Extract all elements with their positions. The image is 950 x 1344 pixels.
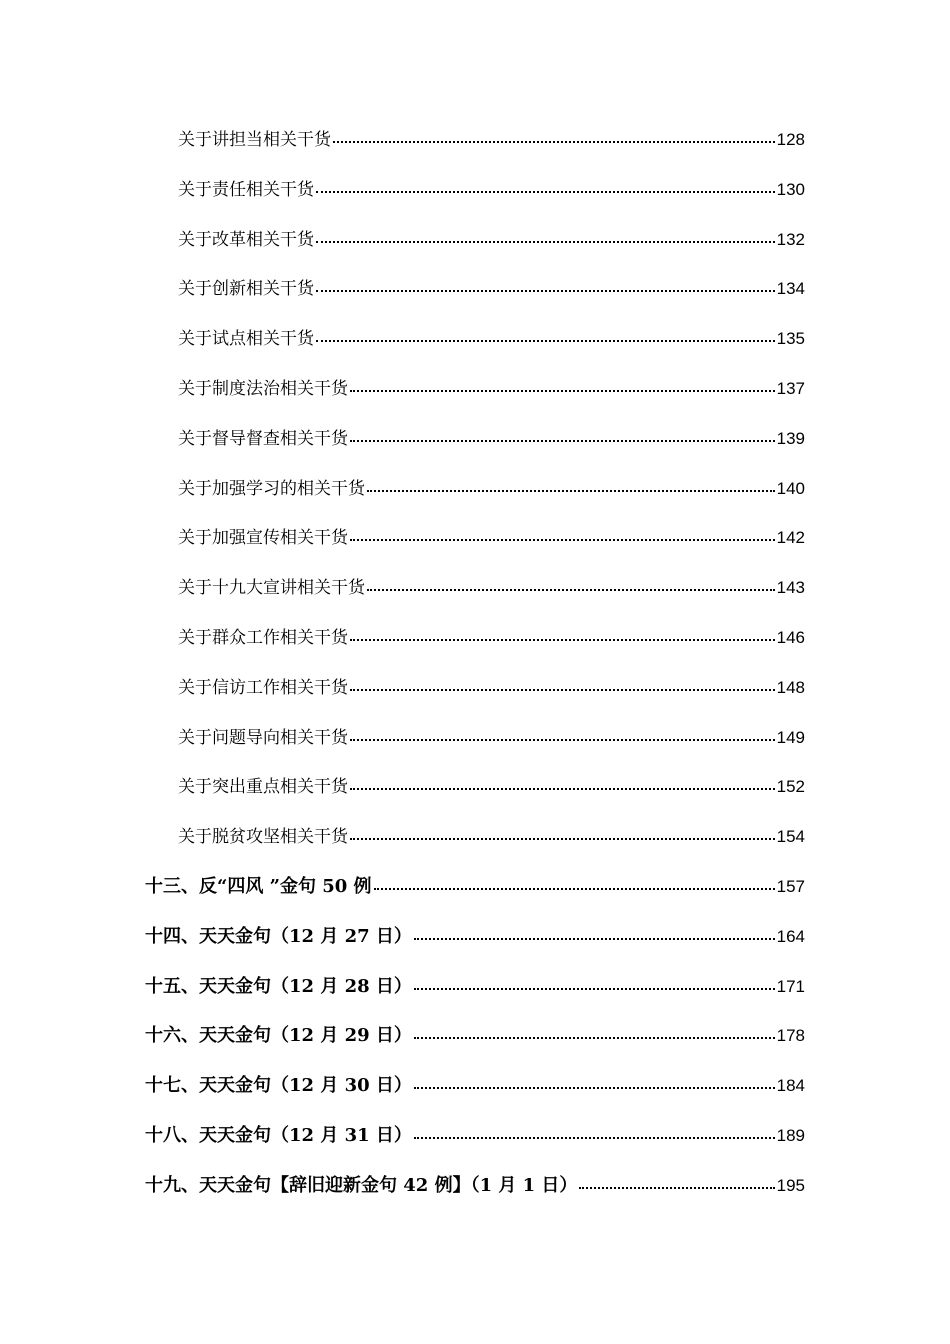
dot-leader — [367, 490, 775, 492]
toc-page-number: 142 — [776, 528, 805, 548]
toc-page-number: 140 — [776, 478, 805, 498]
toc-page-number: 130 — [776, 179, 805, 199]
toc-chapter-entry[interactable] — [0, 872, 950, 922]
toc-entry-title: 十九、天天金句【辞旧迎新金句 42 例】（1 月 1 日） — [145, 1174, 578, 1196]
toc-entry-title: 十八、天天金句（12 月 31 日） — [145, 1124, 412, 1146]
dot-leader — [414, 988, 775, 990]
toc-page-number: 137 — [776, 378, 805, 398]
toc-page-number: 128 — [776, 130, 805, 149]
toc-subsection-entry[interactable] — [0, 324, 950, 374]
dot-leader — [374, 888, 775, 890]
dot-leader — [414, 1037, 775, 1039]
dot-leader — [316, 340, 775, 342]
toc-entry-title: 十四、天天金句（12 月 27 日） — [145, 925, 412, 947]
toc-subsection-entry[interactable] — [0, 822, 950, 872]
dot-leader — [414, 1137, 775, 1139]
toc-entry-title: 十六、天天金句（12 月 29 日） — [145, 1025, 412, 1047]
dot-leader — [579, 1187, 774, 1189]
toc-entry-title: 关于加强学习的相关干货 — [178, 478, 365, 499]
dot-leader — [350, 689, 775, 691]
toc-entry-title: 关于群众工作相关干货 — [178, 627, 348, 648]
toc-chapter-entry[interactable] — [0, 972, 950, 1022]
toc-subsection-entry[interactable] — [0, 523, 950, 573]
dot-leader — [350, 539, 775, 541]
toc-subsection-entry[interactable] — [0, 723, 950, 773]
dot-leader — [350, 440, 775, 442]
dot-leader — [316, 241, 775, 243]
toc-subsection-entry[interactable] — [0, 225, 950, 275]
toc-entry-title: 关于制度法治相关干货 — [178, 378, 348, 399]
toc-entry-title: 关于讲担当相关干货 — [178, 130, 331, 150]
toc-entry-title: 关于试点相关干货 — [178, 329, 314, 350]
toc-page-number: 139 — [776, 428, 805, 448]
dot-leader — [316, 290, 775, 292]
toc-page-number: 154 — [776, 827, 805, 847]
dot-leader — [350, 739, 775, 741]
toc-page-number: 146 — [776, 627, 805, 647]
toc-chapter-entry[interactable] — [0, 1071, 950, 1121]
toc-page-number: 189 — [776, 1125, 805, 1145]
toc-page-number: 157 — [776, 876, 805, 896]
toc-subsection-entry[interactable] — [0, 374, 950, 424]
toc-subsection-entry[interactable] — [0, 623, 950, 673]
toc-chapter-entry[interactable] — [0, 1021, 950, 1071]
toc-page-number: 178 — [776, 1026, 805, 1046]
toc-entry-title: 关于十九大宣讲相关干货 — [178, 578, 365, 599]
toc-page-number: 195 — [776, 1175, 805, 1195]
toc-page-number: 148 — [776, 677, 805, 697]
toc-subsection-entry[interactable] — [0, 274, 950, 324]
toc-page-number: 135 — [776, 329, 805, 349]
toc-entry-title: 十七、天天金句（12 月 30 日） — [145, 1075, 412, 1097]
toc-page-number: 171 — [776, 976, 805, 996]
toc-entry-title: 十五、天天金句（12 月 28 日） — [145, 975, 412, 997]
toc-entry-title: 十三、反“四风 ”金句 50 例 — [145, 875, 372, 897]
dot-leader — [350, 788, 775, 790]
dot-leader — [350, 838, 775, 840]
toc-chapter-entry[interactable] — [0, 1171, 950, 1221]
toc-subsection-entry[interactable] — [0, 673, 950, 723]
toc-page-number: 152 — [776, 777, 805, 797]
dot-leader — [316, 191, 775, 193]
dot-leader — [367, 589, 775, 591]
toc-page-number: 149 — [776, 727, 805, 747]
dot-leader — [333, 141, 775, 143]
toc-entry-title: 关于脱贫攻坚相关干货 — [178, 827, 348, 848]
toc-entry-title: 关于问题导向相关干货 — [178, 727, 348, 748]
toc-entry-title: 关于责任相关干货 — [178, 179, 314, 200]
toc-subsection-entry[interactable] — [0, 474, 950, 524]
toc-page-number: 164 — [776, 926, 805, 946]
toc-subsection-entry[interactable] — [0, 175, 950, 225]
toc-subsection-entry[interactable] — [0, 424, 950, 474]
toc-chapter-entry[interactable] — [0, 922, 950, 972]
toc-entry-title: 关于突出重点相关干货 — [178, 777, 348, 798]
dot-leader — [350, 639, 775, 641]
toc-chapter-entry[interactable] — [0, 1121, 950, 1171]
toc-entry-title: 关于加强宣传相关干货 — [178, 528, 348, 549]
dot-leader — [414, 938, 775, 940]
toc-entry-title: 关于创新相关干货 — [178, 279, 314, 300]
table-of-contents — [0, 125, 950, 1221]
toc-page-number: 132 — [776, 229, 805, 249]
dot-leader — [350, 390, 775, 392]
toc-entry-title: 关于改革相关干货 — [178, 229, 314, 250]
dot-leader — [414, 1087, 775, 1089]
toc-subsection-entry[interactable] — [0, 125, 950, 175]
toc-page-number: 184 — [776, 1076, 805, 1096]
toc-page-number: 134 — [776, 279, 805, 299]
toc-entry-title: 关于信访工作相关干货 — [178, 677, 348, 698]
toc-entry-title: 关于督导督查相关干货 — [178, 428, 348, 449]
toc-subsection-entry[interactable] — [0, 772, 950, 822]
toc-subsection-entry[interactable] — [0, 573, 950, 623]
toc-page-number: 143 — [776, 578, 805, 598]
